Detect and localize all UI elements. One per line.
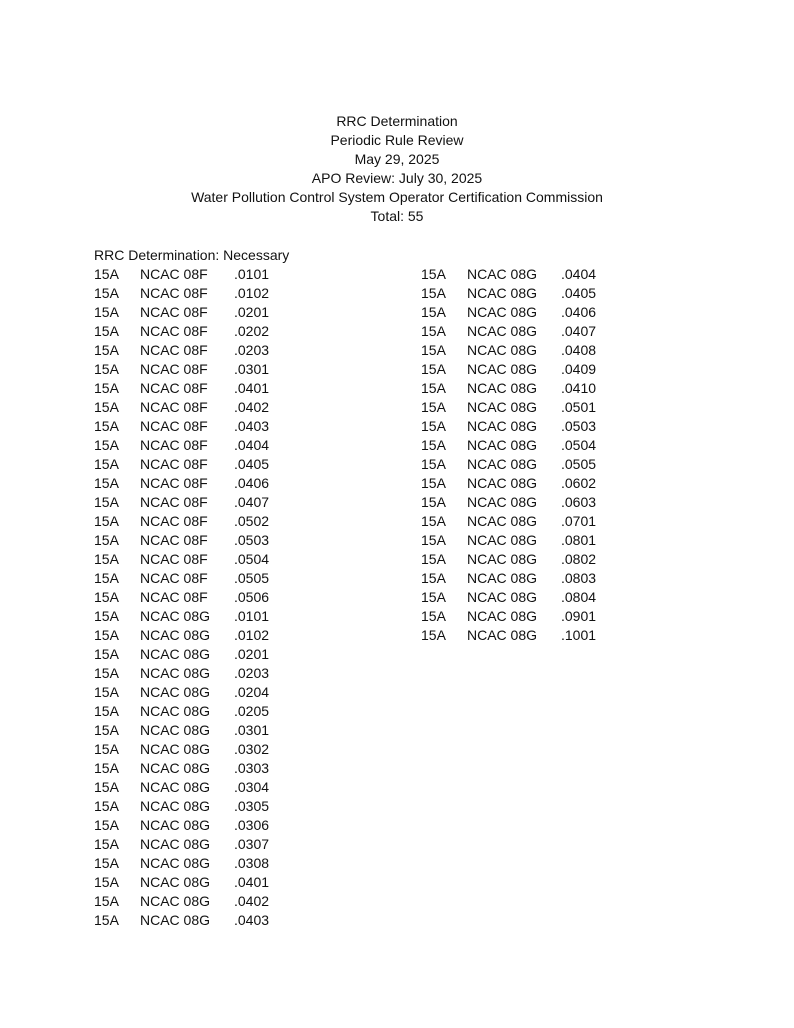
rule-title-number: 15A (94, 760, 119, 776)
rule-number: .0402 (234, 399, 270, 415)
rule-number: .0503 (234, 532, 270, 548)
rule-chapter: NCAC 08G (467, 304, 538, 320)
rule-chapter: NCAC 08G (467, 342, 538, 358)
rule-number: .0305 (234, 798, 270, 814)
rule-title-number: 15A (421, 589, 446, 605)
rule-title-number: 15A (421, 361, 446, 377)
rule-title-number: 15A (421, 304, 446, 320)
rule-chapter: NCAC 08F (140, 456, 208, 472)
rule-number: .0308 (234, 855, 270, 871)
rule-chapter: NCAC 08F (140, 285, 208, 301)
rule-chapter: NCAC 08G (467, 380, 538, 396)
rule-title-number: 15A (94, 437, 119, 453)
rule-number: .0403 (234, 912, 270, 928)
rule-title-number: 15A (94, 779, 119, 795)
rule-chapter: NCAC 08F (140, 380, 208, 396)
rule-number: .0303 (234, 760, 270, 776)
rule-title-number: 15A (421, 475, 446, 491)
rule-title-number: 15A (421, 608, 446, 624)
rule-chapter: NCAC 08G (467, 323, 538, 339)
rule-title-number: 15A (421, 418, 446, 434)
rule-number: .0306 (234, 817, 270, 833)
rule-title-number: 15A (94, 627, 119, 643)
rule-chapter: NCAC 08G (140, 817, 211, 833)
rule-chapter: NCAC 08G (140, 608, 211, 624)
rule-number: .0404 (561, 266, 597, 282)
rule-number: .0201 (234, 646, 270, 662)
rule-chapter: NCAC 08G (140, 627, 211, 643)
rule-chapter: NCAC 08F (140, 361, 208, 377)
rule-title-number: 15A (94, 589, 119, 605)
rule-number: .0409 (561, 361, 597, 377)
rule-title-number: 15A (421, 513, 446, 529)
rule-number: .0502 (234, 513, 270, 529)
rule-chapter: NCAC 08F (140, 570, 208, 586)
rule-number: .0701 (561, 513, 597, 529)
rule-title-number: 15A (94, 817, 119, 833)
rule-chapter: NCAC 08F (140, 323, 208, 339)
rule-number: .0202 (234, 323, 270, 339)
rule-number: .0407 (234, 494, 270, 510)
rule-chapter: NCAC 08G (467, 608, 538, 624)
rule-chapter: NCAC 08G (467, 399, 538, 415)
rule-chapter: NCAC 08G (140, 646, 211, 662)
apo-review-date: APO Review: July 30, 2025 (311, 170, 483, 186)
rule-number: .0401 (234, 874, 270, 890)
rule-number: .0408 (561, 342, 597, 358)
rule-chapter: NCAC 08G (467, 570, 538, 586)
rule-chapter: NCAC 08G (467, 361, 538, 377)
rule-title-number: 15A (421, 266, 446, 282)
rule-number: .0602 (561, 475, 597, 491)
rule-number: .0102 (234, 285, 270, 301)
rule-number: .0603 (561, 494, 597, 510)
rule-chapter: NCAC 08G (140, 893, 211, 909)
rule-title-number: 15A (94, 399, 119, 415)
rule-chapter: NCAC 08G (140, 722, 211, 738)
rule-number: .0406 (234, 475, 270, 491)
rule-number: .0101 (234, 266, 270, 282)
rule-title-number: 15A (94, 342, 119, 358)
rule-title-number: 15A (421, 627, 446, 643)
rule-number: .0407 (561, 323, 597, 339)
rule-chapter: NCAC 08F (140, 304, 208, 320)
rule-chapter: NCAC 08G (140, 665, 211, 681)
rule-title-number: 15A (421, 323, 446, 339)
rule-title-number: 15A (94, 361, 119, 377)
rule-number: .0301 (234, 722, 270, 738)
rule-number: .0504 (561, 437, 597, 453)
rule-chapter: NCAC 08F (140, 399, 208, 415)
rule-chapter: NCAC 08G (467, 475, 538, 491)
rule-number: .0302 (234, 741, 270, 757)
rule-number: .0503 (561, 418, 597, 434)
rule-chapter: NCAC 08G (467, 266, 538, 282)
rule-title-number: 15A (94, 665, 119, 681)
rule-number: .0501 (561, 399, 597, 415)
rule-number: .0505 (234, 570, 270, 586)
rule-chapter: NCAC 08G (140, 684, 211, 700)
rule-chapter: NCAC 08G (467, 494, 538, 510)
rule-chapter: NCAC 08G (467, 627, 538, 643)
rule-number: .0505 (561, 456, 597, 472)
rule-number: .0401 (234, 380, 270, 396)
rule-chapter: NCAC 08F (140, 266, 208, 282)
rule-number: .0307 (234, 836, 270, 852)
rule-title-number: 15A (94, 646, 119, 662)
rule-title-number: 15A (421, 399, 446, 415)
rule-total: Total: 55 (370, 208, 424, 224)
rule-chapter: NCAC 08G (140, 760, 211, 776)
rule-chapter: NCAC 08F (140, 513, 208, 529)
rule-chapter: NCAC 08F (140, 532, 208, 548)
rule-title-number: 15A (94, 304, 119, 320)
rule-title-number: 15A (94, 418, 119, 434)
rule-chapter: NCAC 08F (140, 589, 208, 605)
rule-title-number: 15A (94, 532, 119, 548)
rule-title-number: 15A (94, 570, 119, 586)
rule-title-number: 15A (94, 551, 119, 567)
rule-number: .0403 (234, 418, 270, 434)
rule-chapter: NCAC 08F (140, 551, 208, 567)
rule-number: .0410 (561, 380, 597, 396)
rule-title-number: 15A (94, 323, 119, 339)
rule-title-number: 15A (421, 342, 446, 358)
rule-number: .0102 (234, 627, 270, 643)
rule-title-number: 15A (421, 551, 446, 567)
rule-number: .0301 (234, 361, 270, 377)
rule-chapter: NCAC 08G (467, 456, 538, 472)
rule-title-number: 15A (94, 608, 119, 624)
rule-title-number: 15A (94, 741, 119, 757)
rule-title-number: 15A (94, 475, 119, 491)
rule-chapter: NCAC 08G (467, 589, 538, 605)
rule-title-number: 15A (94, 893, 119, 909)
rule-title-number: 15A (94, 722, 119, 738)
rule-number: .0901 (561, 608, 597, 624)
rule-title-number: 15A (94, 798, 119, 814)
rule-number: .0405 (561, 285, 597, 301)
rule-number: .0404 (234, 437, 270, 453)
document-title: RRC Determination (336, 113, 458, 129)
rule-number: .1001 (561, 627, 597, 643)
rule-number: .0803 (561, 570, 597, 586)
rule-title-number: 15A (94, 266, 119, 282)
rule-chapter: NCAC 08G (467, 551, 538, 567)
rule-chapter: NCAC 08G (140, 912, 211, 928)
rule-number: .0204 (234, 684, 270, 700)
rule-number: .0504 (234, 551, 270, 567)
rule-chapter: NCAC 08G (467, 532, 538, 548)
rule-chapter: NCAC 08G (140, 703, 211, 719)
rule-number: .0203 (234, 665, 270, 681)
rule-number: .0506 (234, 589, 270, 605)
rule-title-number: 15A (421, 570, 446, 586)
rule-title-number: 15A (421, 456, 446, 472)
rule-chapter: NCAC 08G (140, 836, 211, 852)
rule-chapter: NCAC 08G (467, 437, 538, 453)
rule-title-number: 15A (94, 703, 119, 719)
rule-title-number: 15A (94, 456, 119, 472)
rule-chapter: NCAC 08F (140, 475, 208, 491)
rule-chapter: NCAC 08F (140, 437, 208, 453)
rule-number: .0101 (234, 608, 270, 624)
rule-title-number: 15A (94, 912, 119, 928)
rule-chapter: NCAC 08G (140, 855, 211, 871)
rule-chapter: NCAC 08G (467, 418, 538, 434)
rule-title-number: 15A (421, 532, 446, 548)
rule-chapter: NCAC 08F (140, 494, 208, 510)
rule-title-number: 15A (94, 684, 119, 700)
rule-title-number: 15A (94, 380, 119, 396)
rule-title-number: 15A (94, 874, 119, 890)
rule-chapter: NCAC 08F (140, 418, 208, 434)
rule-title-number: 15A (94, 285, 119, 301)
rule-chapter: NCAC 08G (140, 874, 211, 890)
rule-number: .0201 (234, 304, 270, 320)
rule-chapter: NCAC 08G (140, 779, 211, 795)
rule-number: .0402 (234, 893, 270, 909)
document-subtitle: Periodic Rule Review (330, 132, 464, 148)
rule-number: .0205 (234, 703, 270, 719)
rule-chapter: NCAC 08G (467, 285, 538, 301)
rule-number: .0801 (561, 532, 597, 548)
rule-number: .0406 (561, 304, 597, 320)
rule-title-number: 15A (421, 494, 446, 510)
document-header (0, 112, 794, 226)
rule-number: .0203 (234, 342, 270, 358)
rule-title-number: 15A (421, 437, 446, 453)
commission-name: Water Pollution Control System Operator Certification Commission (191, 189, 603, 205)
rule-chapter: NCAC 08F (140, 342, 208, 358)
rule-number: .0405 (234, 456, 270, 472)
rule-title-number: 15A (94, 513, 119, 529)
document-date: May 29, 2025 (354, 151, 440, 167)
rule-title-number: 15A (94, 494, 119, 510)
rule-chapter: NCAC 08G (140, 798, 211, 814)
rule-chapter: NCAC 08G (140, 741, 211, 757)
rule-number: .0304 (234, 779, 270, 795)
rule-title-number: 15A (421, 285, 446, 301)
rule-chapter: NCAC 08G (467, 513, 538, 529)
determination-label: RRC Determination: Necessary (94, 247, 290, 263)
rule-title-number: 15A (421, 380, 446, 396)
rule-title-number: 15A (94, 836, 119, 852)
rule-number: .0804 (561, 589, 597, 605)
rule-number: .0802 (561, 551, 597, 567)
rule-title-number: 15A (94, 855, 119, 871)
